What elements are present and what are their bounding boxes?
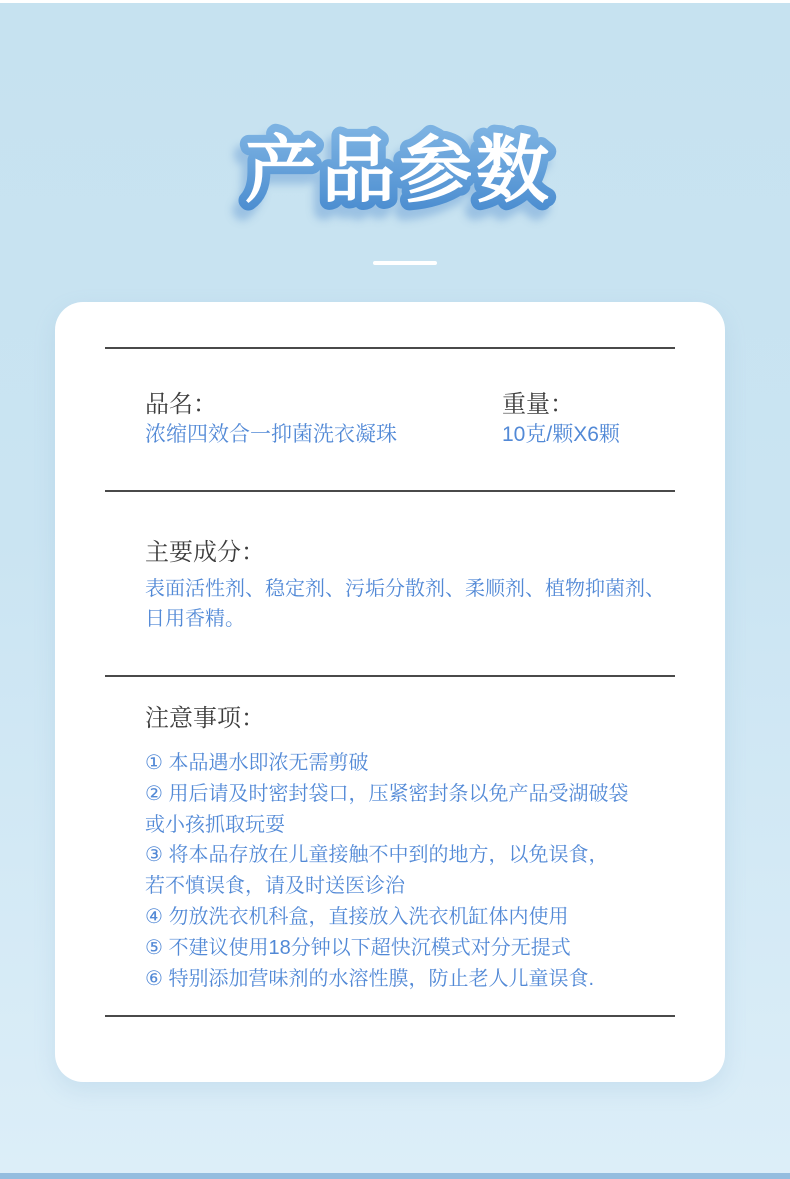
note-item: ⑤ 不建议使用18分钟以下超快沉模式对分无提式: [145, 936, 571, 959]
note-item: ④ 勿放洗衣机科盒，直接放入洗衣机缸体内使用: [145, 905, 569, 928]
product-name-value: 浓缩四效合一抑菌洗衣凝珠: [145, 423, 397, 446]
ingredients-value: 表面活性剂、稳定剂、污垢分散剂、柔顺剂、植物抑菌剂、日用香精。: [145, 578, 665, 630]
product-name-label: 品名：: [145, 391, 217, 418]
bottom-accent-strip: [0, 1173, 790, 1179]
weight-label: 重量：: [502, 391, 574, 418]
note-item: 或小孩抓取玩耍: [145, 813, 285, 836]
divider-bottom: [105, 1015, 675, 1017]
note-item: ② 用后请及时密封袋口，压紧密封条以免产品受湖破袋: [145, 782, 629, 805]
divider-after-name: [105, 490, 675, 492]
page-title: 产品参数: [245, 130, 553, 211]
page-title-banner: [0, 85, 790, 255]
weight-value: 10克/颗X6颗: [502, 423, 620, 446]
notes-label: 注意事项：: [145, 705, 265, 732]
title-outline-art: [0, 85, 790, 255]
note-item: ① 本品遇水即浓无需剪破: [145, 752, 369, 774]
note-item: ⑥ 特别添加营味剂的水溶性膜，防止老人儿童误食.: [145, 967, 595, 990]
divider-after-ingredients: [105, 675, 675, 677]
title-underline-dash: [373, 261, 437, 265]
ingredients-label: 主要成分：: [145, 539, 265, 566]
notes-list: [145, 748, 690, 994]
note-item: 若不慎误食，请及时送医诊治: [145, 875, 405, 898]
divider-top: [105, 347, 675, 349]
note-item: ③ 将本品存放在儿童接触不中到的地方，以免误食，: [145, 844, 609, 867]
product-parameters-card: [55, 302, 725, 1082]
